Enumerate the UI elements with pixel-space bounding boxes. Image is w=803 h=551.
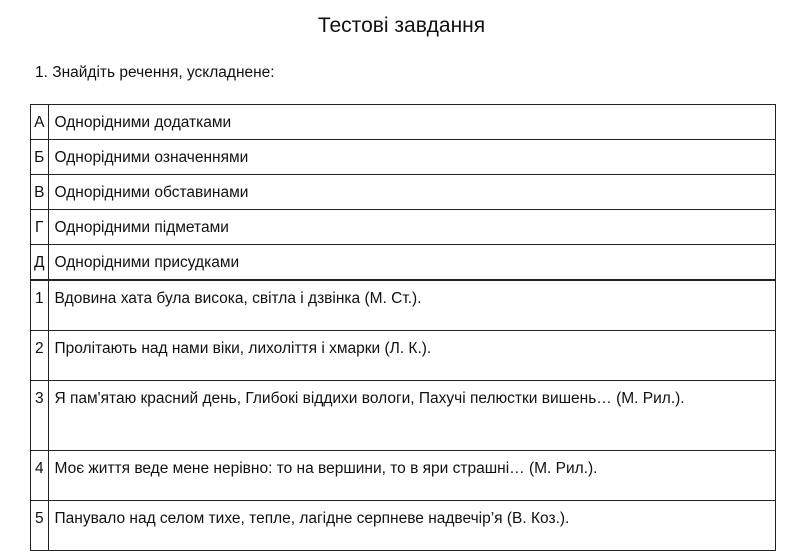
option-row <box>31 140 776 175</box>
option-text: Однорідними присудками <box>48 245 776 281</box>
option-key: В <box>31 175 49 210</box>
sentence-text: Вдовина хата була висока, світла і дзвінка (М. Ст.). <box>48 280 776 331</box>
option-text: Однорідними означеннями <box>48 140 776 175</box>
sentence-text: Я пам'ятаю красний день, Глибокі віддихи вологи, Пахучі пелюстки вишень… (М. Рил.). <box>48 381 776 451</box>
sentence-row <box>31 280 776 331</box>
option-row <box>31 245 776 281</box>
question-text: 1. Знайдіть речення, ускладнене: <box>35 64 275 81</box>
sentence-text: Панувало над селом тихе, тепле, лагідне серпневе надвечір’я (В. Коз.). <box>48 501 776 551</box>
sentence-number: 1 <box>31 280 49 331</box>
page-title: Тестові завдання <box>317 14 486 37</box>
sentence-row <box>31 331 776 381</box>
sentence-row <box>31 451 776 501</box>
option-key: Д <box>31 245 49 281</box>
sentence-number: 2 <box>31 331 49 381</box>
option-row <box>31 105 776 140</box>
option-text: Однорідними додатками <box>48 105 776 140</box>
option-row <box>31 210 776 245</box>
sentence-number: 3 <box>31 381 49 451</box>
option-text: Однорідними підметами <box>48 210 776 245</box>
option-key: А <box>31 105 49 140</box>
sentence-number: 5 <box>31 501 49 551</box>
sentence-text: Пролітають над нами віки, лихоліття і хмарки (Л. К.). <box>48 331 776 381</box>
sentence-text: Моє життя веде мене нерівно: то на вершини, то в яри страшні… (М. Рил.). <box>48 451 776 501</box>
answer-table <box>30 104 776 551</box>
option-text: Однорідними обставинами <box>48 175 776 210</box>
option-key: Б <box>31 140 49 175</box>
sentence-number: 4 <box>31 451 49 501</box>
sentence-row <box>31 501 776 551</box>
sentence-row <box>31 381 776 451</box>
option-row <box>31 175 776 210</box>
option-key: Г <box>31 210 49 245</box>
